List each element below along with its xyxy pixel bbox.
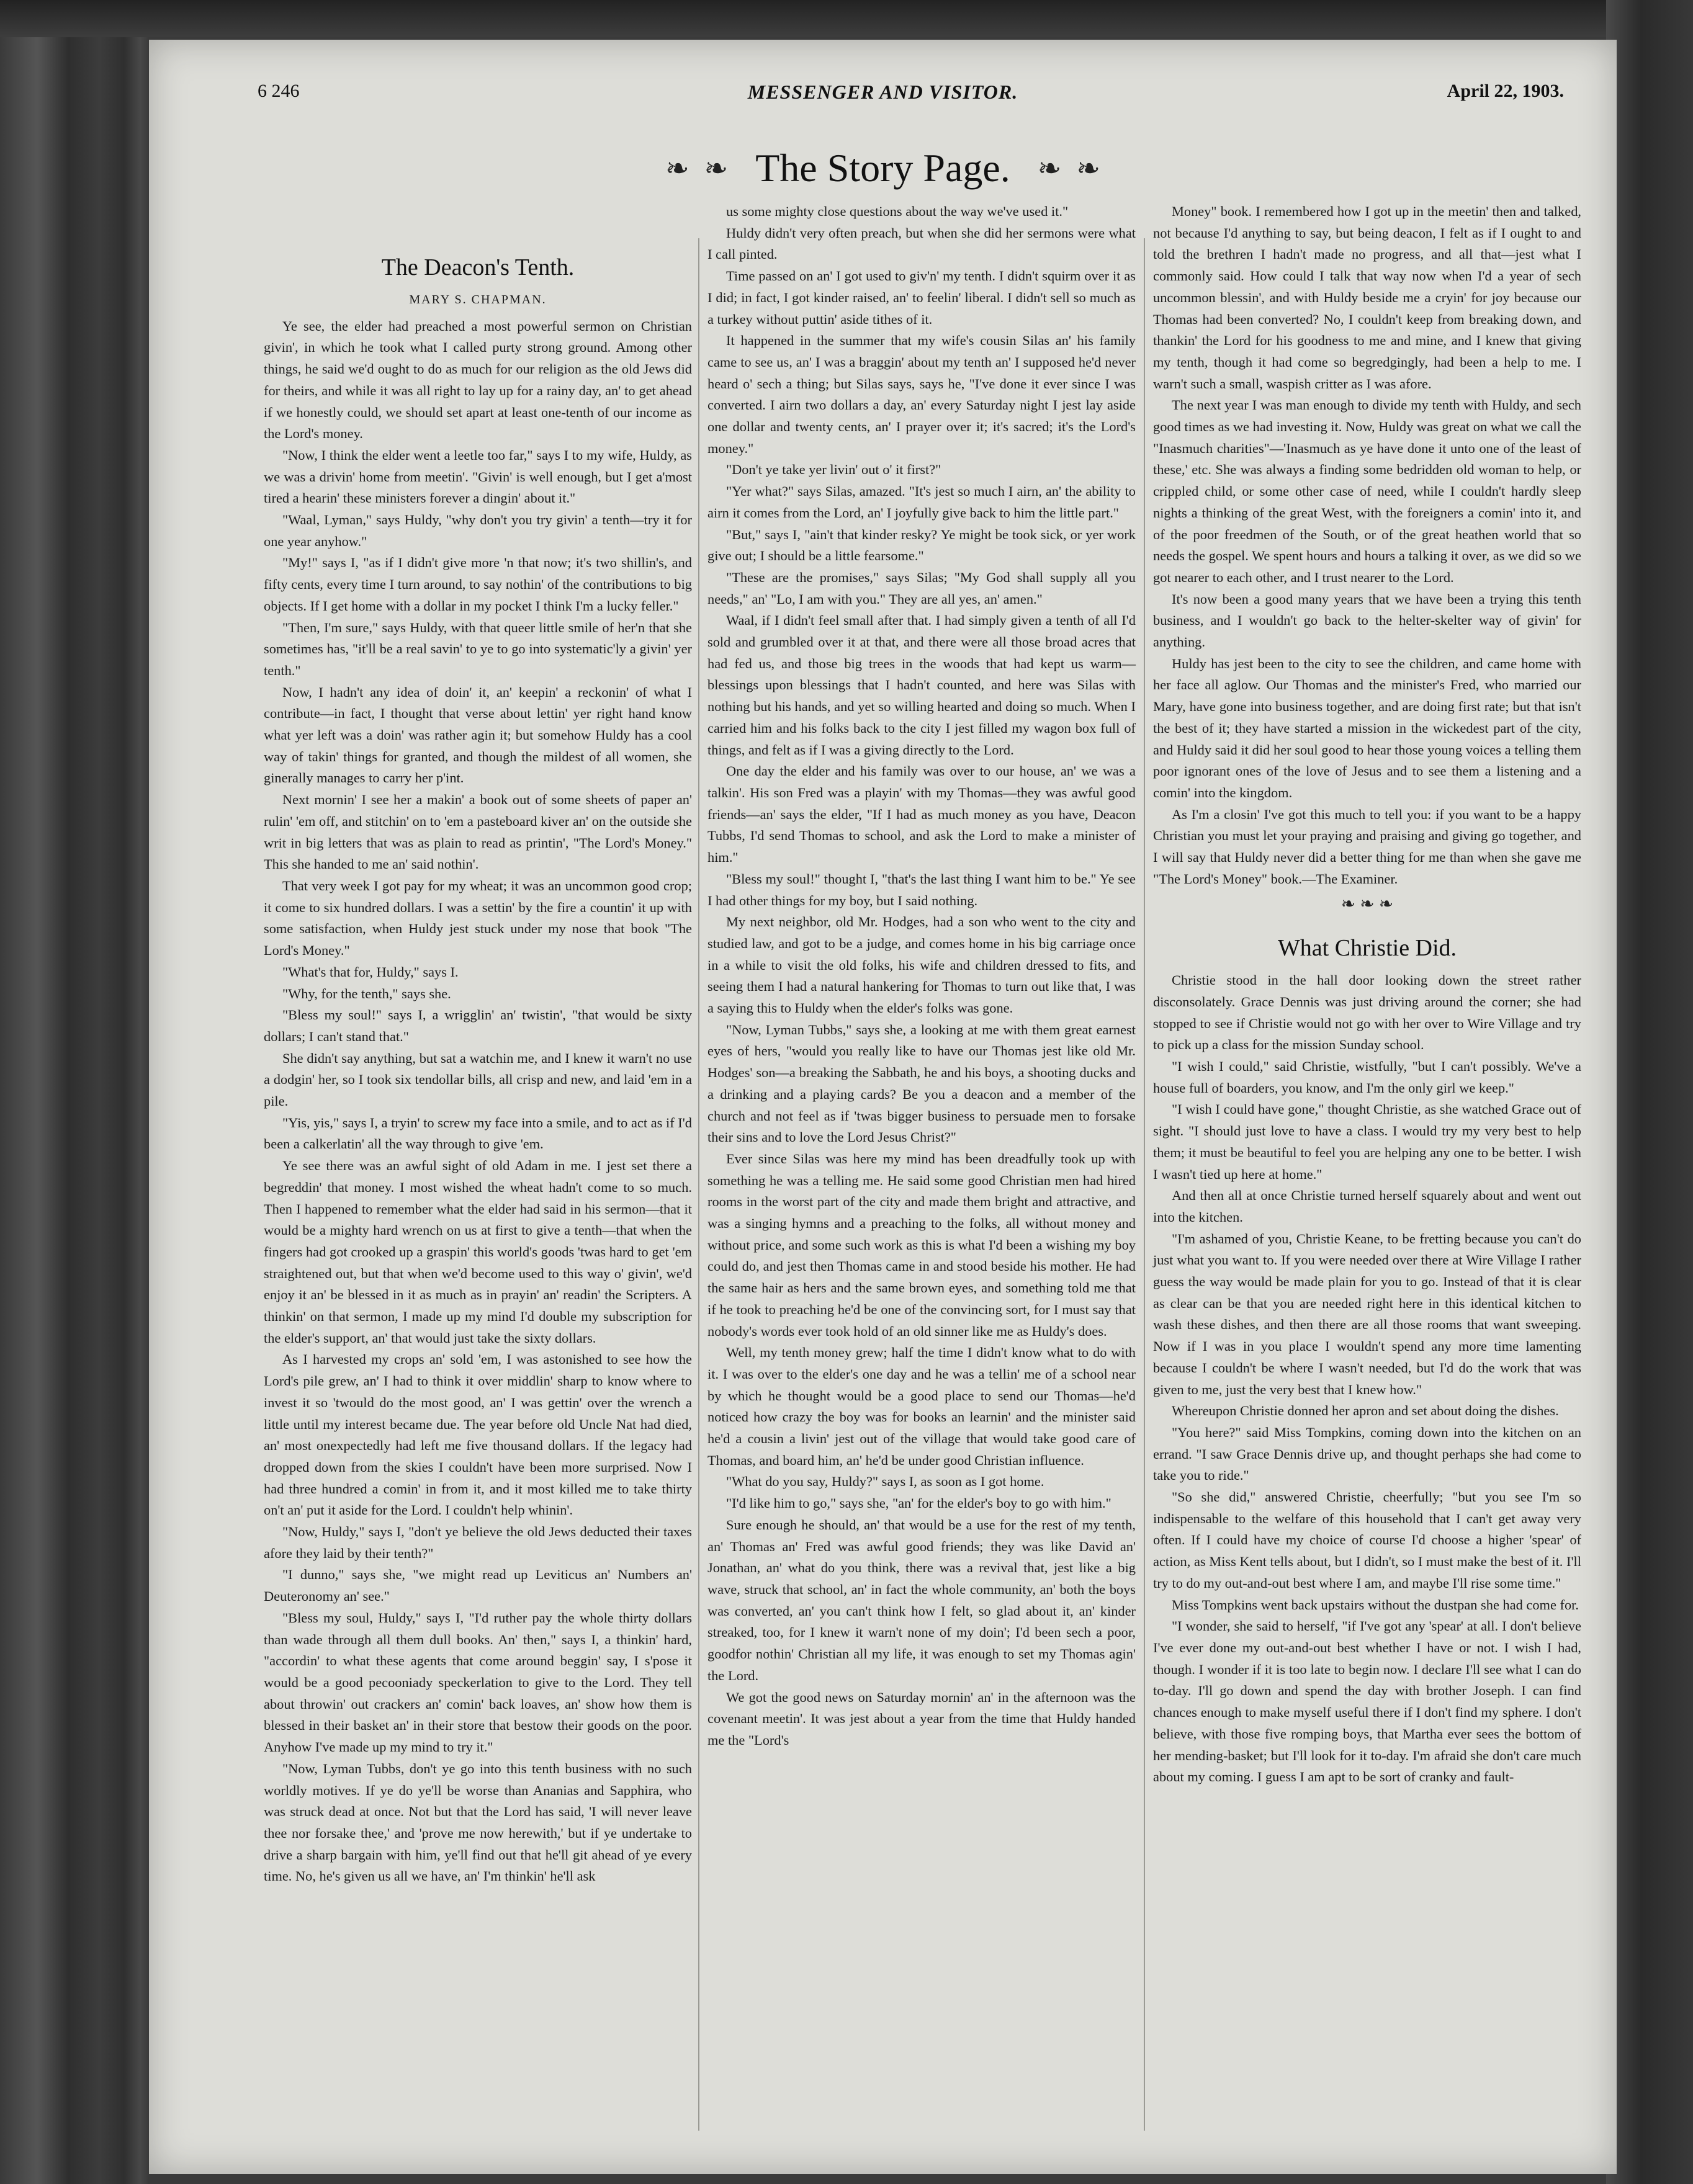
paragraph: "So she did," answered Christie, cheerfully; "but you see I'm so indispensable to the welfare of this household that I can't get away very often. If I could have my choice of course I'd choose a higher 'spear' of action, as Miss Kent tells about, but I didn't, so I must make the best of it. I'll try to do my out-and-out best where I am, and maybe I'll rise some time." [1153, 1489, 1581, 1591]
paragraph: "Yis, yis," says I, a tryin' to screw my face into a smile, and to act as if I'd been a calkerlatin' all the way through to give 'em. [264, 1114, 692, 1152]
paragraph: She didn't say anything, but sat a watchin me, and I knew it warn't no use a dodgin' her, so I took six tendollar bills, all crisp and new, and laid 'em in a pile. [264, 1050, 692, 1109]
fleuron-icon: ❧ [665, 153, 689, 184]
section-header [149, 145, 1617, 191]
scan-right-edge [1606, 0, 1693, 2184]
paragraph: Ye see there was an awful sight of old Adam in me. I jest set there a begreddin' that money. I most wished the wheat hadn't come to so much. Then I happened to remember what the elder had said in his sermon—that it would be a mighty hard wrench on us at first to give a tenth—that when the fingers had got crooked up a graspin' this world's goods 'twas hard to get 'em straightened out, but that when we'd become used to this way o' givin', we'd enjoy it an' be blessed in it as much as in prayin' an' readin' the Scripters. A thinkin' on that sermon, I made up my mind I'd double my subscription for the elder's support, an' that would just take the sixty dollars. [264, 1158, 692, 1346]
paragraph: "What do you say, Huldy?" says I, as soon as I got home. [726, 1474, 1044, 1490]
newspaper-page [149, 40, 1617, 2174]
paragraph: "I wish I could," said Christie, wistfully, "but I can't possibly. We've a house full of boarders, you know, and I'm the only girl we keep." [1153, 1058, 1581, 1096]
paragraph: "Why, for the tenth," says she. [282, 985, 451, 1001]
paragraph: Now, I hadn't any idea of doin' it, an' keepin' a reckonin' of what I contribute—in fact, I thought that verse about lettin' yer right hand know what yer left was a doin' was rather agin it; but somehow Huldy has a cool way of takin' things for granted, and though the mildest of all women, she ginerally manages to carry her p'int. [264, 684, 692, 786]
paragraph: Ever since Silas was here my mind has been dreadfully took up with something he was a telling me. He said some good Christian men had hired rooms in the worst part of the city and made them bright and attractive, and was a singing hymns and a preaching to the folks, all without money and without price, and some such work as this is what I'd been a wishing my boy could do, and jest then Thomas came in and stood beside his mother. He had the same hair as hers and the same brown eyes, and something told me that if he took to preaching he'd be one of the convincing sort, for I must say that nobody's words ever took hold of an old sinner like me as Huldy's does. [707, 1150, 1136, 1339]
paragraph: "Then, I'm sure," says Huldy, with that queer little smile of her'n that she sometimes has, "it'll be a real savin' to ye to go into systematic'ly a givin' yer tenth." [264, 619, 692, 678]
paragraph: "I wish I could have gone," thought Christie, as she watched Grace out of sight. "I should just love to have a class. I would try my very best to help them; it must be beautiful to feel you are helping any one to be better. I wish I wasn't tied up here at home." [1153, 1101, 1581, 1182]
paragraph: "My!" says I, "as if I didn't give more 'n that now; it's two shillin's, and fifty cents, every time I turn around, to say nothin' of the contributions to big objects. If I get home with a dollar in my pocket I think I'm a lucky feller." [264, 555, 692, 614]
paragraph: And then all at once Christie turned herself squarely about and went out into the kitchen. [1153, 1188, 1581, 1225]
paragraph: As I harvested my crops an' sold 'em, I was astonished to see how the Lord's pile grew, an' I had to think it over middlin' sharp to know where to invest it so 'twould do the most good, an' I was gettin' over the wrench a little until my interest became due. The year before old Uncle Nat had died, an' most onexpectedly had left me five thousand dollars. If the legacy had dropped down from the skies I couldn't have been more surprised. Now I had three hundred a comin' in from it, and it most killed me to take thirty on't an' put it aside for the Lord. I couldn't help whinin'. [264, 1351, 692, 1518]
paragraph: Christie stood in the hall door looking down the street rather disconsolately. Grace Dennis was just driving around the corner; she had stopped to see if Christie would not go with her over to Wire Village and try to pick up a class for the mission Sunday school. [1153, 972, 1581, 1053]
paragraph: Huldy didn't very often preach, but when she did her sermons were what I call pinted. [707, 225, 1136, 262]
page-number: 6 246 [258, 81, 300, 101]
fleuron-icon: ❧ [1037, 153, 1062, 184]
paragraph: Miss Tompkins went back upstairs without the dustpan she had come for. [1172, 1596, 1579, 1613]
paragraph: Ye see, the elder had preached a most powerful sermon on Christian givin', in which he took what I called purty strong ground. Among other things, he said we'd ought to do as much for our religion as the old Jews did for theirs, and while it was all right to lay up for a rainy day, an' to get ahead if we honestly could, we should set apart at least one-tenth of our income as the Lord's money. [264, 318, 692, 442]
column-3 [1153, 201, 1581, 1788]
paragraph: Next mornin' I see her a makin' a book out of some sheets of paper an' rulin' 'em off, and stitchin' on to 'em a pasteboard kiver an' on the outside she writ in big letters that was as plain to read as printin', "The Lord's Money." This she handed to me an' said nothin'. [264, 792, 692, 872]
article-continuation [1153, 201, 1581, 890]
paragraph: The next year I was man enough to divide my tenth with Huldy, and sech good times as we had investing it. Now, Huldy was great on what we call the "Inasmuch charities"—'Inasmuch as ye have done it unto one of the least of these,' etc. She was always a finding some bedridden old woman to help, or crippled child, or some other case of need, while I couldn't hardly sleep nights a thinking of the great West, with the foreigners a comin' into it, and of the poor freedmen of the South, or of the great heathen world that so needs the gospel. We spent hours and hours a talking it over, as we did so we got nearer to each other, and I trust nearer to the Lord. [1153, 397, 1581, 585]
paragraph: "Don't ye take yer livin' out o' it first?" [726, 462, 941, 478]
paragraph: Huldy has jest been to the city to see the children, and came home with her face all aglow. Our Thomas and the minister's Fred, who married our Mary, have gone into business together, and are doing first rate; but that isn't the best of it; they have started a mission in the wickedest part of the city, and Huldy said it did her soul good to hear those young voices a telling them poor ignorant ones of the love of Jesus and to see them a listening and a comin' into the kingdom. [1153, 655, 1581, 800]
paragraph: "I dunno," says she, "we might read up Leviticus an' Numbers an' Deuteronomy an' see." [264, 1567, 692, 1604]
fleuron-icon: ❧ [1076, 153, 1100, 184]
fleuron-icon: ❧ [704, 153, 729, 184]
paragraph: "What's that for, Huldy," says I. [282, 964, 459, 980]
section-separator: ❧ ❧ ❧ [1340, 894, 1394, 914]
paragraph: It happened in the summer that my wife's cousin Silas an' his family came to see us, an' I was a braggin' about my tenth an' I supposed he'd never heard o' sech a thing; but Silas says, says he, "I've done it ever since I was converted. I airn two dollars a day, an' every Saturday night I jest lay aside one dollar and twenty cents, an' I prayer over it; it's sacred; it's the Lord's money." [707, 333, 1136, 456]
article-byline: MARY S. CHAPMAN. [409, 293, 547, 307]
paragraph: "I wonder, she said to herself, "if I've got any 'spear' at all. I don't believe I've ever done my out-and-out best whether I have or not. I wish I had, though. I wonder if it is too late to begin now. I declare I'll see what I can do to-day. I'll go down and spend the day with brother Joseph. I can find chances enough to make myself useful there if I don't find my sphere. I don't believe, with those five romping boys, that Martha ever sees the bottom of her mending-basket; but I'll look for it to-day. I'm afraid she don't care much about my coming. I guess I am apt to be sort of cranky and fault- [1153, 1618, 1581, 1785]
paragraph: "Bless my soul!" thought I, "that's the last thing I want him to be." Ye see I had other things for my boy, but I said nothing. [707, 870, 1136, 908]
paragraph: "Yer what?" says Silas, amazed. "It's jest so much I airn, an' the ability to airn it comes from the Lord, an' I joyfully give back to him the little part." [707, 483, 1136, 521]
column-rule [1144, 238, 1145, 2131]
article-title: The Deacon's Tenth. [381, 254, 575, 280]
issue-date: April 22, 1903. [1447, 81, 1564, 101]
paragraph: Whereupon Christie donned her apron and set about doing the dishes. [1172, 1403, 1559, 1419]
paragraph: It's now been a good many years that we have been a trying this tenth business, and I wouldn't go back to the helter-skelter way of givin' for anything. [1153, 591, 1581, 650]
paragraph: One day the elder and his family was over to our house, an' we was a talkin'. His son Fred was a playin' with my Thomas—they was awful good friends—an' says the elder, "If I had as much money as you have, Deacon Tubbs, I'd send Thomas to school, and ask the Lord to make a minister of him." [707, 763, 1136, 866]
paragraph: "But," says I, "ain't that kinder resky? Ye might be took sick, or yer work give out; I should be a little fearsome." [707, 526, 1136, 564]
paragraph: "I'd like him to go," says she, "an' for the elder's boy to go with him." [726, 1495, 1111, 1511]
paragraph: "Now, I think the elder went a leetle too far," says I to my wife, Huldy, as we was a drivin' home from meetin'. "Givin' is well enough, but I get a'most tired a hearin' these ministers forever a dingin' about it." [264, 447, 692, 506]
column-1 [264, 238, 692, 1887]
paragraph: "Bless my soul, Huldy," says I, "I'd ruther pay the whole thirty dollars than wade through all them dull books. An' then," says I, a thinkin' hard, "accordin' to what these agents that come around beggin' say, I s'pose it would be a good pecooniady speckerlation to give to the Lord. They tell about throwin' out crackers an' comin' back loaves, an' show how them is blessed in their basket an' in their store that bestow their goods on the poor. Anyhow I've made up my mind to try it." [264, 1609, 692, 1755]
paragraph: As I'm a closin' I've got this much to tell you: if you want to be a happy Christian you must let your praying and praising and giving go together, and I will say that Huldy never did a better thing for me than when she gave me "The Lord's Money" book.—The Examiner. [1153, 806, 1581, 887]
paragraph: Sure enough he should, an' that would be a use for the rest of my tenth, an' Thomas an' Fred was awful good friends; they was like David an' Jonathan, an' what do you think, there was a revival that, jest like a big wave, struck that school, an' in fact the whole community, an' both the boys was converted, an' you can't think how I felt, so glad about it, an' kinder streaked, too, for I knew it warn't none of my doin'; I'd been sech a poor, goodfor nothin' Christian all my life, it was enough to set my Thomas agin' the Lord. [707, 1516, 1136, 1683]
paragraph: We got the good news on Saturday mornin' an' in the afternoon was the covenant meetin'. It was jest about a year from the time that Huldy handed me the "Lord's [707, 1689, 1136, 1748]
paragraph: Money" book. I remembered how I got up in the meetin' then and talked, not because I'd anything to say, but being deacon, I felt as if I ought to and told the brethren I hadn't made no progress, and all that—jest what I commonly said. How could I talk that way now when I'd a year of sech uncommon blessin', and with Huldy beside me a cryin' for joy because our Thomas had been converted? No, I couldn't keep from breaking down, and thankin' the Lord for his goodness to me and mine, and I knew that giving my tenth, though it had come so begredgingly, had been a help to me. I warn't such a small, waspish critter as I was afore. [1153, 204, 1581, 392]
publication-name: MESSENGER AND VISITOR. [747, 81, 1018, 103]
article-body [1153, 970, 1581, 1788]
scan-top-edge [0, 0, 1693, 37]
paragraph: "You here?" said Miss Tompkins, coming down into the kitchen on an errand. "I saw Grace Dennis drive up, and thought perhaps she had come to take you to ride." [1153, 1424, 1581, 1484]
paragraph: us some mighty close questions about the way we've used it." [726, 204, 1069, 219]
paragraph: My next neighbor, old Mr. Hodges, had a son who went to the city and studied law, and got to be a judge, and comes home in his big carriage once in a while to visit the old folks, his wife and children dressed to fits, and seeing them I had a natural hankering for Thomas to turn out like that, I was a saying this to Huldy when the elder's folks was gone. [707, 914, 1136, 1016]
column-2 [707, 201, 1136, 1752]
paragraph: "Now, Lyman Tubbs, don't ye go into this tenth business with no such worldly motives. If ye do ye'll be worse than Ananias and Sapphira, who was struck dead at once. Not but that the Lord has said, 'I will never leave thee nor forsake thee,' and 'prove me now herewith,' but if ye undertake to drive a sharp bargain with him, ye'll find out that he'll git ahead of ye every time. No, he's given us all we have, an' I'm thinkin' he'll ask [264, 1760, 692, 1884]
paragraph: "I'm ashamed of you, Christie Keane, to be fretting because you can't do just what you want to. If you were needed over there at Wire Village I rather guess the way would be made plain for you to go. Instead of that it is clear as clear can be that you are needed right here in this identical kitchen to wash these dishes, and then there are all those rooms that want sweeping. Now if I was in you place I wouldn't spend any more time lamenting because I couldn't be where I wasn't needed, but I'd do the work that was given to me, just the very best that I knew how." [1153, 1230, 1581, 1397]
article-title: What Christie Did. [1277, 935, 1457, 962]
paragraph: Well, my tenth money grew; half the time I didn't know what to do with it. I was over to the elder's one day and he was a tellin' me of a school near by which he thought would be a good place to send our Thomas—he'd noticed how crazy the boy was for books an learnin' and the minister said he'd a cousin a livin' jest out of the village that would take good care of Thomas, and board him, an' he'd be under good Christian influence. [707, 1345, 1136, 1468]
paragraph: Waal, if I didn't feel small after that. I had simply given a tenth of all I'd sold and grumbled over it at that, and there were all those broad acres that had fed us, and those big trees in the woods that had kept us warm—blessings upon blessings that I hadn't counted, and here was Silas with nothing but his hands, and yet so willing hearted and doing so much. When I carried him and his folks back to the city I jest filled my wagon box full of things, and felt as if I was a giving directly to the Lord. [707, 612, 1136, 758]
column-rule [698, 238, 699, 2131]
paragraph: "Waal, Lyman," says Huldy, "why don't you try givin' a tenth—try it for one year anyhow." [264, 512, 692, 549]
paragraph: "Now, Lyman Tubbs," says she, a looking at me with them great earnest eyes of hers, "would you really like to have our Thomas jest like old Mr. Hodges' son—a breaking the Sabbath, he and his boys, a shooting ducks and a drinking and a playing cards? Be you a deacon and a member of the church and not feel as if 'twas bigger business to persuade men to forsake their sins and to love the Lord Jesus Christ?" [707, 1021, 1136, 1145]
paragraph: That very week I got pay for my wheat; it was an uncommon good crop; it come to six hundred dollars. I was a settin' by the fire a countin' it up with some satisfaction, when Huldy jest stuck under my nose that book "The Lord's Money." [264, 877, 692, 959]
running-head [149, 81, 1617, 118]
paragraph: "These are the promises," says Silas; "My God shall supply all you needs," an' "Lo, I am with you." They are all yes, an' amen." [707, 569, 1136, 607]
paragraph: "Now, Huldy," says I, "don't ye believe the old Jews deducted their taxes afore they laid by their tenth?" [264, 1524, 692, 1561]
paragraph: "Bless my soul!" says I, a wrigglin' an' twistin', "that would be sixty dollars; I can't stand that." [264, 1007, 692, 1044]
paragraph: Time passed on an' I got used to giv'n' my tenth. I didn't squirm over it as I did; in fact, I got kinder raised, an' to feelin' liberal. I didn't sell so much as a turkey without puttin' aside tithes of it. [707, 268, 1136, 327]
section-title: The Story Page. [755, 146, 1010, 190]
